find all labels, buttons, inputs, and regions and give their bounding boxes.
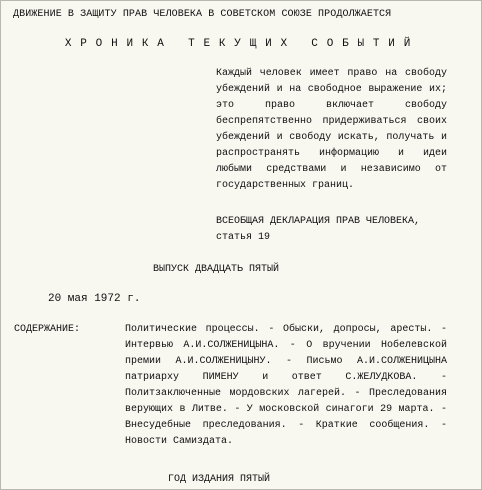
- issue-number: ВЫПУСК ДВАДЦАТЬ ПЯТЫЙ: [153, 264, 280, 275]
- epigraph-text: Каждый человек имеет право на свободу убеждений и на свободное выражение их; это право включает свободу беспрепятственно придерживаться своих убеждений и свободу искать, получать и распространять информацию и идеи любыми средствами и независимо от государственных границ.: [216, 68, 447, 191]
- epigraph-source-line-1: ВСЕОБЩАЯ ДЕКЛАРАЦИЯ ПРАВ ЧЕЛОВЕКА,: [216, 216, 421, 227]
- header-line: ДВИЖЕНИЕ В ЗАЩИТУ ПРАВ ЧЕЛОВЕКА В СОВЕТСКОМ СОЮЗЕ ПРОДОЛЖАЕТСЯ: [13, 9, 392, 20]
- publication-year: ГОД ИЗДАНИЯ ПЯТЫЙ: [168, 474, 271, 485]
- issue-date: 20 мая 1972 г.: [48, 293, 141, 305]
- epigraph-source: [216, 214, 461, 246]
- contents-text: Политические процессы. - Обыски, допросы, аресты. - Интервью А.И.СОЛЖЕНИЦЫНА. - О вручении Нобелевской премии А.И.СОЛЖЕНИЦЫНУ. - Письмо А.И.СОЛЖЕНИЦЫНА патриарху ПИМЕНУ и ответ С.ЖЕЛУДКОВА. - Политзаключенные мордовских лагерей. - Преследования верующих в Литве. - У московской синагоги 29 марта. - Внесудебные преследования. - Краткие сообщения. - Новости Самиздата.: [125, 324, 447, 447]
- contents-label: СОДЕРЖАНИЕ:: [14, 324, 81, 335]
- epigraph-source-line-2: статья 19: [216, 232, 271, 243]
- document-title: ХРОНИКА ТЕКУЩИХ СОБЫТИЙ: [64, 38, 420, 50]
